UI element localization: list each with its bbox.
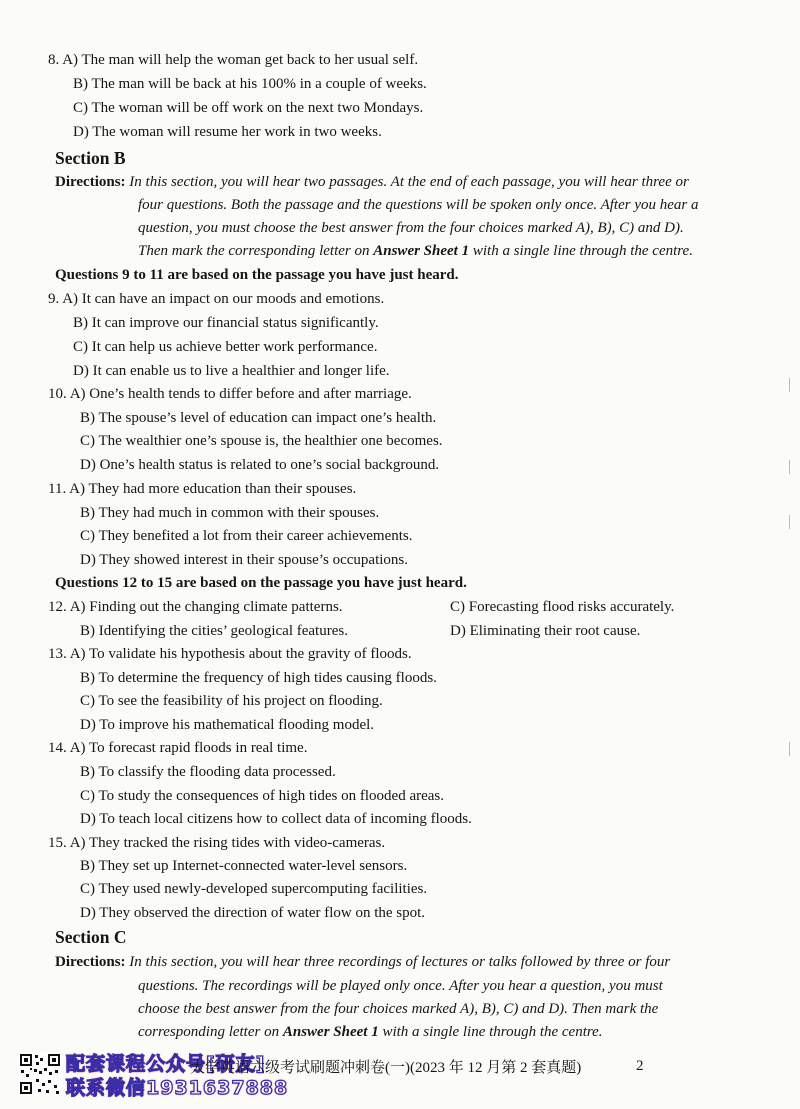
q10-option-c: C) The wealthier one’s spouse is, the healthier one becomes. — [80, 433, 443, 449]
q14-option-b: B) To classify the flooding data processed. — [80, 764, 336, 780]
answer-sheet-label: Answer Sheet 1 — [373, 243, 470, 259]
promo-watermark-line-1: 配套课程公众号[研友] — [66, 1053, 266, 1075]
q8-number: 8. — [48, 52, 60, 68]
section-b-directions-line-2: four questions. Both the passage and the questions will be spoken only once. After you hear a — [138, 197, 699, 213]
footer-book-title: 大学英语六级考试刷题冲刺卷(一)(2023 年 12 月第 2 套真题) — [190, 1060, 582, 1076]
questions-12-15-heading: Questions 12 to 15 are based on the passage you have just heard. — [55, 575, 467, 591]
promo-watermark-line-2: 联系微信1931637888 — [66, 1077, 289, 1099]
scan-edge-mark — [789, 460, 798, 474]
q14-number: 14. — [48, 740, 67, 756]
q12-option-c: C) Forecasting flood risks accurately. — [450, 599, 675, 615]
q10-number: 10. — [48, 386, 67, 402]
section-c-directions-line-1: Directions: In this section, you will hear three recordings of lectures or talks followed by three or four — [55, 954, 671, 970]
q8-option-b: B) The man will be back at his 100% in a couple of weeks. — [73, 76, 427, 92]
questions-9-11-heading: Questions 9 to 11 are based on the passage you have just heard. — [55, 267, 459, 283]
q10-option-b: B) The spouse’s level of education can impact one’s health. — [80, 410, 437, 426]
scan-edge-mark — [789, 515, 798, 529]
section-b-title: Section B — [55, 148, 126, 168]
q15-option-d: D) They observed the direction of water flow on the spot. — [80, 905, 426, 921]
section-c-directions-line-3: choose the best answer from the four choices marked A), B), C) and D). Then mark the — [138, 1001, 659, 1017]
qr-code-icon — [18, 1052, 62, 1096]
section-c-title: Section C — [55, 927, 127, 947]
q9-option-d: D) It can enable us to live a healthier and longer life. — [73, 363, 390, 379]
q14-option-c: C) To study the consequences of high tides on flooded areas. — [80, 788, 445, 804]
section-c-directions-label: Directions: — [55, 954, 126, 970]
q9-option-c: C) It can help us achieve better work performance. — [73, 339, 378, 355]
q9-option-b: B) It can improve our financial status significantly. — [73, 315, 379, 331]
section-b-directions-line-1: Directions: In this section, you will hear two passages. At the end of each passage, you will hear three or — [55, 174, 689, 190]
q11-number: 11. — [48, 481, 67, 497]
q15-option-a: 15. A) They tracked the rising tides with video-cameras. — [48, 835, 386, 851]
q13-option-c: C) To see the feasibility of his project on flooding. — [80, 693, 383, 709]
q11-option-a: 11. A) They had more education than their spouses. — [48, 481, 357, 497]
q11-option-c: C) They benefited a lot from their career achievements. — [80, 528, 413, 544]
q10-option-d: D) One’s health status is related to one’s social background. — [80, 457, 440, 473]
q8-option-a: 8. A) The man will help the woman get back to her usual self. — [48, 52, 419, 68]
q12-option-b: B) Identifying the cities’ geological features. — [80, 623, 348, 639]
q9-number: 9. — [48, 291, 60, 307]
section-c-directions-line-4: corresponding letter on Answer Sheet 1 with a single line through the centre. — [138, 1024, 603, 1040]
answer-sheet-label: Answer Sheet 1 — [282, 1024, 379, 1040]
section-c-directions-line-2: questions. The recordings will be played only once. After you hear a question, you must — [138, 978, 663, 994]
q14-option-a: 14. A) To forecast rapid floods in real time. — [48, 740, 308, 756]
q11-option-b: B) They had much in common with their spouses. — [80, 505, 380, 521]
q13-option-d: D) To improve his mathematical flooding model. — [80, 717, 375, 733]
q10-option-a: 10. A) One’s health tends to differ before and after marriage. — [48, 386, 412, 402]
q12-number: 12. — [48, 599, 67, 615]
section-b-directions-line-4: Then mark the corresponding letter on Answer Sheet 1 with a single line through the centre. — [138, 243, 693, 259]
q13-option-a: 13. A) To validate his hypothesis about the gravity of floods. — [48, 646, 412, 662]
scan-edge-mark — [789, 742, 798, 756]
q12-option-a: 12. A) Finding out the changing climate patterns. — [48, 599, 343, 615]
section-b-directions-line-3: question, you must choose the best answer from the four choices marked A), B), C) and D). — [138, 220, 684, 236]
q15-number: 15. — [48, 835, 67, 851]
q11-option-d: D) They showed interest in their spouse’s occupations. — [80, 552, 408, 568]
page-number: 2 — [636, 1058, 644, 1074]
q13-number: 13. — [48, 646, 67, 662]
q15-option-b: B) They set up Internet-connected water-level sensors. — [80, 858, 408, 874]
scan-edge-mark — [789, 378, 798, 392]
section-b-directions-label: Directions: — [55, 174, 126, 190]
q8-option-c: C) The woman will be off work on the next two Mondays. — [73, 100, 424, 116]
q14-option-d: D) To teach local citizens how to collect data of incoming floods. — [80, 811, 472, 827]
q15-option-c: C) They used newly-developed supercomputing facilities. — [80, 881, 428, 897]
q9-option-a: 9. A) It can have an impact on our moods and emotions. — [48, 291, 385, 307]
q13-option-b: B) To determine the frequency of high tides causing floods. — [80, 670, 437, 686]
q12-option-d: D) Eliminating their root cause. — [450, 623, 641, 639]
q8-option-d: D) The woman will resume her work in two weeks. — [73, 124, 382, 140]
